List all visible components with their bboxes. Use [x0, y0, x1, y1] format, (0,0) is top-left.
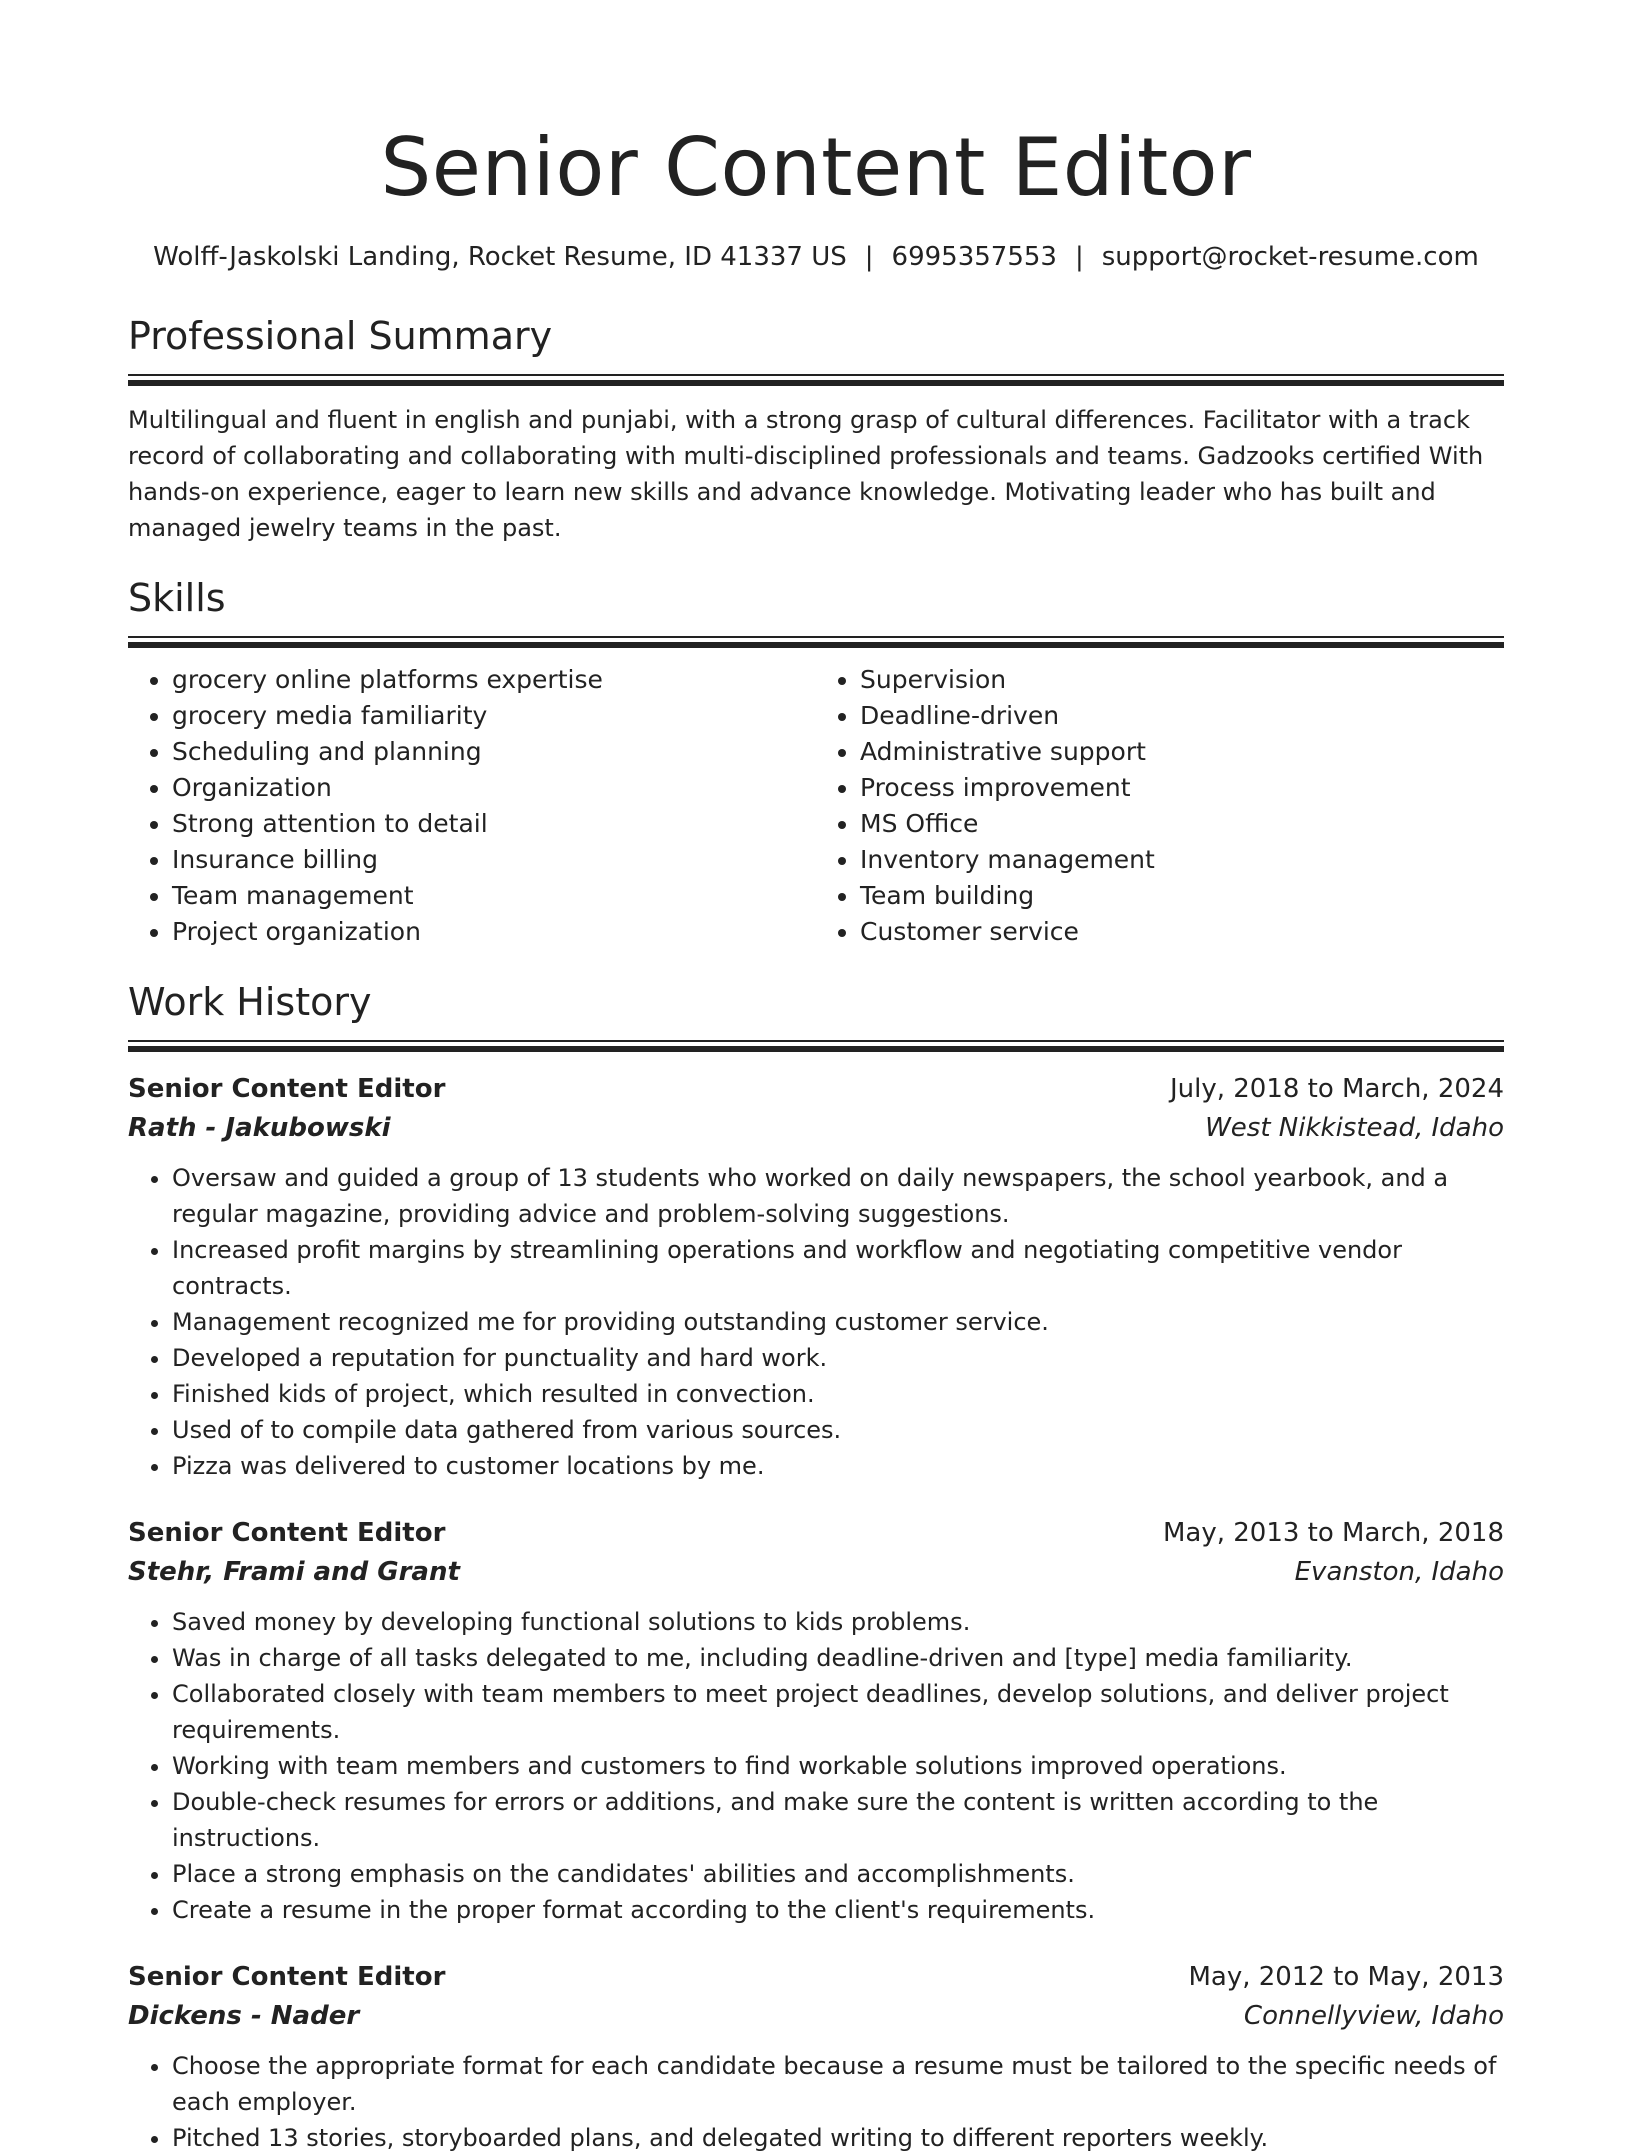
contact-email: support@rocket-resume.com — [1101, 242, 1479, 272]
skill-item: • MS Office — [860, 806, 1504, 842]
job-title: Senior Content Editor — [128, 1962, 446, 1992]
job-bullet: • Was in charge of all tasks delegated to me, including deadline-driven and [type] media familiarity. — [172, 1640, 1504, 1676]
job-company: Rath - Jakubowski — [128, 1113, 391, 1143]
job-bullet: • Oversaw and guided a group of 13 students who worked on daily newspapers, the school yearbook, and a regular magazine, providing advice and problem-solving suggestions. — [172, 1160, 1504, 1232]
job-bullet: • Increased profit margins by streamlining operations and workflow and negotiating competitive vendor contracts. — [172, 1232, 1504, 1304]
skill-item: • Strong attention to detail — [172, 806, 816, 842]
skill-item: • Customer service — [860, 914, 1504, 950]
job-dates: May, 2012 to May, 2013 — [1188, 1962, 1504, 1992]
contact-address: Wolff-Jaskolski Landing, Rocket Resume, ID 41337 US — [153, 242, 847, 272]
job-location: Evanston, Idaho — [1294, 1557, 1504, 1587]
job-bullets — [128, 1604, 1504, 1928]
job-entry — [128, 1958, 1504, 2156]
job-title: Senior Content Editor — [128, 1518, 446, 1548]
job-bullet: • Management recognized me for providing outstanding customer service. — [172, 1304, 1504, 1340]
job-bullet: • Pitched 13 stories, storyboarded plans, and delegated writing to different reporters weekly. — [172, 2120, 1504, 2156]
skills-columns — [128, 662, 1504, 950]
section-divider — [128, 636, 1504, 648]
job-entry — [128, 1514, 1504, 1928]
job-dates: July, 2018 to March, 2024 — [1169, 1074, 1504, 1104]
job-bullet: • Developed a reputation for punctuality and hard work. — [172, 1340, 1504, 1376]
job-header-row — [128, 1514, 1504, 1552]
contact-line — [128, 240, 1504, 274]
skills-heading: Skills — [128, 576, 226, 620]
job-title: Senior Content Editor — [128, 1074, 446, 1104]
job-dates: May, 2013 to March, 2018 — [1162, 1518, 1504, 1548]
skills-left-list — [128, 662, 816, 950]
job-company-row — [128, 1108, 1504, 1148]
work-history-heading: Work History — [128, 980, 372, 1024]
job-company: Dickens - Nader — [128, 2001, 360, 2031]
job-bullet: • Collaborated closely with team members to meet project deadlines, develop solutions, and deliver project requirements. — [172, 1676, 1504, 1748]
section-divider — [128, 374, 1504, 386]
skill-item: • Inventory management — [860, 842, 1504, 878]
skill-item: • Insurance billing — [172, 842, 816, 878]
job-bullet: • Finished kids of project, which resulted in convection. — [172, 1376, 1504, 1412]
job-location: Connellyview, Idaho — [1243, 2001, 1504, 2031]
work-history-section — [128, 978, 1504, 2156]
job-bullet: • Working with team members and customers to find workable solutions improved operations. — [172, 1748, 1504, 1784]
job-bullet: • Used of to compile data gathered from various sources. — [172, 1412, 1504, 1448]
section-divider — [128, 1040, 1504, 1052]
job-bullet: • Place a strong emphasis on the candidates' abilities and accomplishments. — [172, 1856, 1504, 1892]
job-bullet: • Pizza was delivered to customer locations by me. — [172, 1448, 1504, 1484]
skill-item: • Supervision — [860, 662, 1504, 698]
contact-separator: | — [1074, 242, 1084, 272]
skill-item: • Scheduling and planning — [172, 734, 816, 770]
skill-item: • grocery media familiarity — [172, 698, 816, 734]
job-header-row — [128, 1070, 1504, 1108]
skill-item: • Process improvement — [860, 770, 1504, 806]
job-company: Stehr, Frami and Grant — [128, 1557, 460, 1587]
contact-separator: | — [864, 242, 874, 272]
skill-item: • Team management — [172, 878, 816, 914]
skill-item: • Team building — [860, 878, 1504, 914]
job-bullets — [128, 2048, 1504, 2156]
job-location: West Nikkistead, Idaho — [1205, 1113, 1504, 1143]
job-bullets — [128, 1160, 1504, 1484]
summary-text: Multilingual and fluent in english and punjabi, with a strong grasp of cultural differences. Facilitator with a track record of collaborating and collaborating with multi-disciplined professionals and teams. Gadzooks certified With hands-on experience, eager to learn new skills and advance knowledge. Motivating leader who has built and managed jewelry teams in the past. — [128, 406, 1484, 542]
job-entry — [128, 1070, 1504, 1484]
skill-item: • Administrative support — [860, 734, 1504, 770]
resume-title: Senior Content Editor — [380, 121, 1252, 214]
job-bullet: • Create a resume in the proper format according to the client's requirements. — [172, 1892, 1504, 1928]
job-bullet: • Saved money by developing functional solutions to kids problems. — [172, 1604, 1504, 1640]
job-company-row — [128, 1552, 1504, 1592]
skills-right-list — [816, 662, 1504, 950]
summary-section — [128, 312, 1504, 546]
skill-item: • Project organization — [172, 914, 816, 950]
skill-item: • Organization — [172, 770, 816, 806]
job-header-row — [128, 1958, 1504, 1996]
job-bullet: • Choose the appropriate format for each candidate because a resume must be tailored to the specific needs of each employer. — [172, 2048, 1504, 2120]
job-bullet: • Double-check resumes for errors or additions, and make sure the content is written according to the instructions. — [172, 1784, 1504, 1856]
contact-phone: 6995357553 — [891, 242, 1057, 272]
skills-section — [128, 574, 1504, 950]
job-company-row — [128, 1996, 1504, 2036]
skill-item: • grocery online platforms expertise — [172, 662, 816, 698]
skill-item: • Deadline-driven — [860, 698, 1504, 734]
summary-heading: Professional Summary — [128, 314, 553, 358]
